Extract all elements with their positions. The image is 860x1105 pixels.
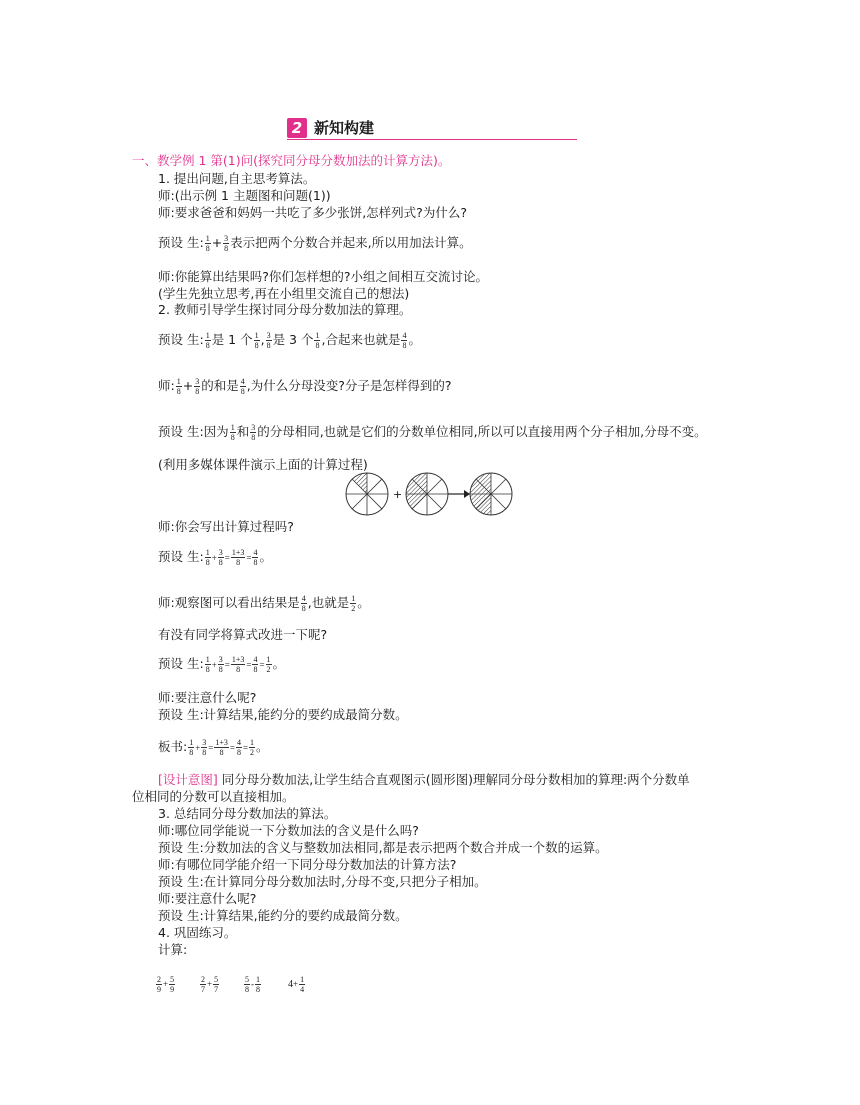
fraction: $\frac{1}{2}$	[266, 655, 271, 674]
fraction: $\frac{4}{8}$	[240, 377, 245, 396]
teacher-line: 师:观察图可以看出结果是 $\frac{4}{8}$ ,也就是 $\frac{1}{2}$ 。	[158, 594, 370, 613]
fraction: $\frac{2}{9}$	[157, 974, 161, 994]
fraction: $\frac{3}{8}$	[218, 655, 223, 674]
teacher-question: 师:哪位同学能说一下分数加法的含义是什么吗?	[158, 823, 419, 838]
step-2-title: 2. 教师引导学生探讨同分母分数加法的算理。	[158, 302, 412, 317]
student-answer: 预设 生:因为 $\frac{1}{8}$ 和 $\frac{3}{8}$ 的分母相同,也就是它们的分数单位相同,所以可以直接用两个分子相加,分母不变。	[158, 423, 707, 442]
fraction: $\frac{1}{8}$	[230, 423, 235, 442]
teacher-question: 师: $\frac{1}{8}$ + $\frac{3}{8}$ 的和是 $\frac{4}{8}$ ,为什么分母没变?分子是怎样得到的?	[158, 377, 452, 396]
fraction: $\frac{1}{8}$	[205, 234, 210, 253]
fraction: $\frac{1+3}{8}$	[215, 738, 228, 757]
practice-item: 4+ $\frac{1}{4}$	[288, 974, 305, 994]
pie-circle	[346, 473, 388, 515]
fraction: $\frac{5}{9}$	[170, 974, 175, 994]
fraction: $\frac{1}{8}$	[205, 655, 210, 674]
fraction: $\frac{1}{8}$	[176, 377, 181, 396]
fraction: $\frac{3}{8}$	[202, 738, 207, 757]
practice-item: $\frac{5}{8}$ - $\frac{1}{8}$	[245, 974, 260, 994]
section-number-badge: 2	[287, 118, 307, 138]
pie-slice-shaded	[406, 494, 427, 509]
pie-slice-shaded	[352, 473, 367, 494]
fraction: $\frac{4}{8}$	[402, 331, 407, 350]
teacher-question: 师:要注意什么呢?	[158, 891, 257, 906]
fraction: $\frac{1}{4}$	[300, 974, 305, 994]
fraction: $\frac{3}{8}$	[218, 548, 223, 567]
fraction: $\frac{1+3}{8}$	[231, 655, 245, 674]
pie-diagram	[340, 470, 520, 520]
lesson-heading: 一、教学例 1 第(1)问(探究同分母分数加法的计算方法)。	[132, 153, 451, 168]
note-line: (利用多媒体课件演示上面的计算过程)	[158, 457, 368, 472]
fraction: $\frac{2}{7}$	[201, 974, 205, 994]
section-title: 新知构建	[314, 119, 375, 137]
pie-circle	[470, 473, 512, 515]
fraction: $\frac{1}{2}$	[250, 738, 255, 757]
pie-circle	[406, 473, 448, 515]
teacher-question: 师:要注意什么呢?	[158, 690, 257, 705]
teacher-question: 师:有哪位同学能介绍一下同分母分数加法的计算方法?	[158, 857, 457, 872]
fraction: $\frac{1}{8}$	[254, 331, 259, 350]
fraction: $\frac{5}{8}$	[245, 974, 249, 994]
fraction: $\frac{4}{8}$	[236, 738, 241, 757]
fraction: $\frac{4}{8}$	[253, 548, 258, 567]
teacher-line: 师:你会写出计算过程吗?	[158, 519, 294, 534]
fraction: $\frac{5}{7}$	[214, 974, 219, 994]
fraction: $\frac{1}{8}$	[256, 974, 260, 994]
fraction: $\frac{1}{8}$	[189, 738, 194, 757]
design-intent: [设计意图] 同分母分数加法,让学生结合直观图示(圆形图)理解同分母分数相加的算理:两个分数单	[158, 772, 690, 787]
student-answer: 预设 生:计算结果,能约分的要约成最简分数。	[158, 707, 408, 722]
fraction: $\frac{3}{8}$	[251, 423, 256, 442]
fraction: $\frac{3}{8}$	[224, 234, 229, 253]
plus-sign: +	[393, 488, 403, 501]
teacher-line: 师:(出示例 1 主题图和问题(1))	[158, 188, 331, 203]
student-answer: 预设 生:计算结果,能约分的要约成最简分数。	[158, 908, 408, 923]
practice-item: $\frac{2}{9}$ + $\frac{5}{9}$	[157, 974, 175, 994]
student-answer: 预设 生: $\frac{1}{8}$ + $\frac{3}{8}$ = $\frac{1+3}{8}$ = $\frac{4}{8}$ = $\frac{1}{2}$ 。	[158, 655, 286, 674]
fraction: $\frac{1}{8}$	[205, 548, 210, 567]
arrow-icon	[448, 488, 470, 500]
step-3-title: 3. 总结同分母分数加法的算法。	[158, 806, 337, 821]
student-answer: 预设 生: $\frac{1}{8}$ + $\frac{3}{8}$ = $\frac{1+3}{8}$ = $\frac{4}{8}$ 。	[158, 548, 272, 567]
step-4-title: 4. 巩固练习。	[158, 925, 237, 940]
teacher-line: 师:你能算出结果吗?你们怎样想的?小组之间相互交流讨论。	[158, 269, 488, 284]
fraction: $\frac{3}{8}$	[195, 377, 200, 396]
fraction: $\frac{1+3}{8}$	[231, 548, 245, 567]
practice-item: $\frac{2}{7}$ + $\frac{5}{7}$	[201, 974, 219, 994]
section-underline	[287, 139, 577, 140]
blackboard-line: 板书: $\frac{1}{8}$ + $\frac{3}{8}$ = $\frac{1+3}{8}$ = $\frac{4}{8}$ = $\frac{1}{2}$ 。	[158, 738, 269, 757]
student-answer: 预设 生: $\frac{1}{8}$ + $\frac{3}{8}$ 表示把两个分数合并起来,所以用加法计算。	[158, 234, 472, 253]
teacher-line: 师:要求爸爸和妈妈一共吃了多少张饼,怎样列式?为什么?	[158, 205, 467, 220]
student-answer: 预设 生:在计算同分母分数加法时,分母不变,只把分子相加。	[158, 874, 487, 889]
fraction: $\frac{3}{8}$	[266, 331, 271, 350]
fraction: $\frac{4}{8}$	[253, 655, 258, 674]
fraction: $\frac{1}{2}$	[351, 594, 356, 613]
note-line: (学生先独立思考,再在小组里交流自己的想法)	[158, 286, 410, 301]
student-answer: 预设 生: $\frac{1}{8}$ 是 1 个 $\frac{1}{8}$ , $\frac{3}{8}$ 是 3 个 $\frac{1}{8}$ ,合起来也就是 $\frac{4}{8}$ 。	[158, 331, 421, 350]
step-1-title: 1. 提出问题,自主思考算法。	[158, 171, 316, 186]
student-answer: 预设 生:分数加法的含义与整数加法相同,都是表示把两个数合并成一个数的运算。	[158, 840, 608, 855]
design-intent-cont: 位相同的分数可以直接相加。	[132, 789, 295, 804]
fraction: $\frac{1}{8}$	[205, 331, 210, 350]
fraction: $\frac{4}{8}$	[301, 594, 306, 613]
exercise-label: 计算:	[158, 942, 188, 957]
fraction: $\frac{1}{8}$	[315, 331, 320, 350]
teacher-question: 有没有同学将算式改进一下呢?	[158, 627, 328, 642]
